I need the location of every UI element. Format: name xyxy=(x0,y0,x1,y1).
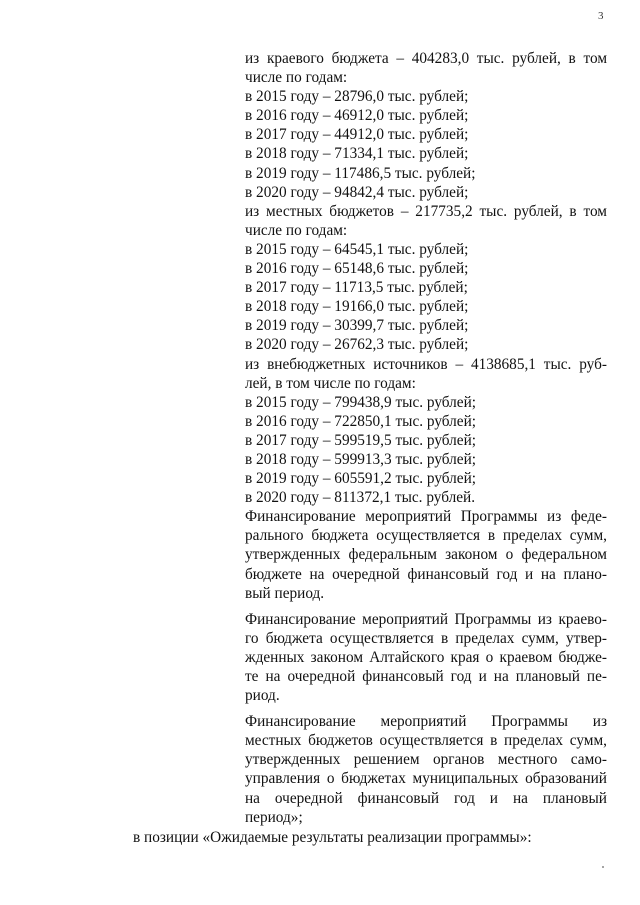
extrabudgetary-year-line: в 2018 году – 599913,3 тыс. рублей; xyxy=(245,450,477,468)
local-year-line: в 2019 году – 30399,7 тыс. рублей; xyxy=(245,317,469,335)
local-budget-intro: из местных бюджетов – 217735,2 тыс. рублей, в том xyxy=(245,202,607,220)
paragraph-line: те на очередной финансовый год и на плановый пе- xyxy=(245,668,607,685)
extrabudgetary-block xyxy=(245,355,607,508)
extrabudgetary-year-line: в 2019 году – 605591,2 тыс. рублей; xyxy=(245,470,477,488)
paragraph-line: местных бюджетов осуществляется в пределах сумм, xyxy=(245,732,607,750)
regional-year-line: в 2017 году – 44912,0 тыс. рублей; xyxy=(245,126,469,144)
paragraph-line: управления о бюджетах муниципальных образований xyxy=(245,770,607,788)
paragraph-line: утвержденных федеральным законом о федеральном xyxy=(245,546,607,564)
extrabudgetary-year-line: в 2020 году – 811372,1 тыс. рублей. xyxy=(245,489,476,507)
paragraph-last-line: риод. xyxy=(245,687,280,705)
paragraph-line: утвержденных решением органов местного само- xyxy=(245,751,607,769)
paragraph-line: бюджете на очередной финансовый год и на плано- xyxy=(245,565,607,583)
local-budget-intro-cont: числе по годам: xyxy=(245,221,348,239)
local-financing-paragraph xyxy=(245,712,607,827)
extrabudgetary-intro: из внебюджетных источников – 4138685,1 тыс. руб- xyxy=(245,355,607,373)
extrabudgetary-year-line: в 2017 году – 599519,5 тыс. рублей; xyxy=(245,431,477,449)
extrabudgetary-intro-cont: лей, в том числе по годам: xyxy=(245,374,416,392)
local-budget-block xyxy=(245,202,607,355)
regional-budget-block xyxy=(245,49,607,202)
paragraph-line: Финансирование мероприятий Программы из xyxy=(245,713,607,731)
paragraph-line: рального бюджета осуществляется в пределах сумм, xyxy=(245,527,607,545)
regional-financing-paragraph xyxy=(245,610,607,705)
federal-financing-paragraph xyxy=(245,507,607,602)
local-year-line: в 2016 году – 65148,6 тыс. рублей; xyxy=(245,260,469,278)
expected-results-heading: в позиции «Ожидаемые результаты реализации программы»: xyxy=(133,829,532,846)
page-number: 3 xyxy=(598,10,604,22)
regional-budget-intro-cont: числе по годам: xyxy=(245,69,348,87)
extrabudgetary-year-line: в 2016 году – 722850,1 тыс. рублей; xyxy=(245,412,477,430)
paragraph-line: го бюджета осуществляется в пределах сумм, утвер- xyxy=(245,629,607,647)
regional-budget-intro: из краевого бюджета – 404283,0 тыс. рублей, в том xyxy=(245,50,607,67)
regional-year-line: в 2018 году – 71334,1 тыс. рублей; xyxy=(245,145,469,163)
paragraph-line: Финансирование мероприятий Программы из краево- xyxy=(245,610,607,628)
scan-speck xyxy=(602,866,604,868)
paragraph-line: жденных законом Алтайского края о краевом бюдже- xyxy=(245,648,607,666)
paragraph-last-line: вый период. xyxy=(245,584,325,602)
local-year-line: в 2015 году – 64545,1 тыс. рублей; xyxy=(245,240,469,258)
local-year-line: в 2020 году – 26762,3 тыс. рублей; xyxy=(245,336,469,354)
regional-year-line: в 2020 году – 94842,4 тыс. рублей; xyxy=(245,183,469,201)
regional-year-line: в 2015 году – 28796,0 тыс. рублей; xyxy=(245,88,469,106)
extrabudgetary-year-line: в 2015 году – 799438,9 тыс. рублей; xyxy=(245,393,477,411)
paragraph-line: на очередной финансовый год и на плановый xyxy=(245,789,607,807)
paragraph-last-line: период»; xyxy=(245,808,303,826)
paragraph-line: Финансирование мероприятий Программы из феде- xyxy=(245,508,607,526)
regional-year-line: в 2016 году – 46912,0 тыс. рублей; xyxy=(245,107,469,125)
local-year-line: в 2017 году – 11713,5 тыс. рублей; xyxy=(245,279,468,297)
funding-section xyxy=(245,49,607,827)
local-year-line: в 2018 году – 19166,0 тыс. рублей; xyxy=(245,298,469,316)
regional-year-line: в 2019 году – 117486,5 тыс. рублей; xyxy=(245,164,476,182)
